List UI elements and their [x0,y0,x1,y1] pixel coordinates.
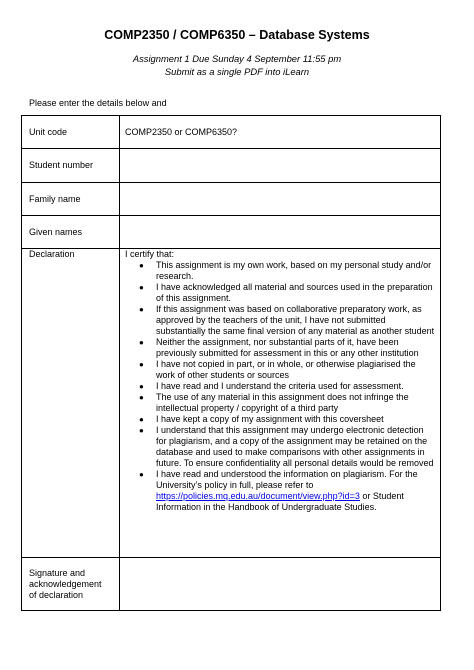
student-number-field[interactable] [120,149,441,183]
declaration-intro: I certify that: [125,249,175,259]
declaration-item-text: I have acknowledged all material and sources used in the preparation of this assignment. [156,282,433,303]
declaration-list [125,260,440,513]
declaration-item [125,359,436,381]
student-number-label: Student number [22,149,120,183]
signature-label-line: of declaration [29,589,84,600]
given-names-label: Given names [22,216,120,249]
declaration-label [22,249,120,558]
declaration-item [125,304,436,337]
declaration-item-text: If this assignment was based on collaborative preparatory work, as approved by the teachers of the unit, I have not submitted substantially the same final version of any material as another student [156,304,435,336]
declaration-item [125,414,436,425]
declaration-item-text: I have read and understood the information on plagiarism. For the University’s policy in full, please refer to [156,469,418,490]
declaration-item-text: I have kept a copy of my assignment with this coversheet [156,414,384,424]
declaration-item-text: I understand that this assignment may undergo electronic detection for plagiarism, and a copy of the assignment may be retained on the database and used to make comparisons with other assignments in future. To ensure confidentiality all personal details would be removed [156,425,434,468]
bullet-icon: ● [139,393,144,402]
submission-instructions: Submit as a single PDF into iLearn [164,66,310,77]
declaration-row [22,249,441,558]
declaration-item-text: This assignment is my own work, based on my personal study and/or research. [156,260,432,281]
signature-label-line: Signature and [29,567,86,578]
bullet-icon: ● [139,426,144,435]
family-name-row [22,183,441,216]
plagiarism-policy-link[interactable]: https://policies.mq.edu.au/document/view.php?id=3 [156,491,360,501]
declaration-item-text: I have read and I understand the criteria used for assessment. [156,381,404,391]
bullet-icon: ● [139,338,144,347]
assignment-due-line: Assignment 1 Due Sunday 4 September 11:55 pm [132,53,342,64]
unit-code-label: Unit code [22,116,120,149]
signature-field[interactable] [120,558,441,611]
bullet-icon: ● [139,415,144,424]
family-name-label: Family name [22,183,120,216]
bullet-icon: ● [139,261,144,270]
declaration-item-text: or Student Information in the Handbook of Undergraduate Studies. [156,491,404,512]
document-title: COMP2350 / COMP6350 – Database Systems [104,28,370,42]
intro-text: Please enter the details below and [29,98,167,108]
student-number-row [22,149,441,183]
declaration-item-text: Neither the assignment, nor substantial parts of it, have been previously submitted for assessment in this or any other institution [156,337,419,358]
declaration-item [125,469,436,513]
unit-code-row [22,116,441,149]
declaration-item [125,425,436,469]
declaration-body [120,249,441,558]
family-name-field[interactable] [120,183,441,216]
signature-row [22,558,441,611]
bullet-icon: ● [139,283,144,292]
signature-label [22,558,120,611]
bullet-icon: ● [139,382,144,391]
bullet-icon: ● [139,470,144,479]
declaration-item [125,392,436,414]
coversheet-table [21,115,441,611]
declaration-item [125,282,436,304]
declaration-item-text: I have not copied in part, or in whole, or otherwise plagiarised the work of other students or sources [156,359,416,380]
given-names-row [22,216,441,249]
declaration-item [125,260,436,282]
unit-code-field[interactable]: COMP2350 or COMP6350? [120,116,441,149]
signature-label-line: acknowledgement [29,578,102,589]
declaration-item [125,337,436,359]
declaration-label-text: Declaration [29,249,75,259]
bullet-icon: ● [139,305,144,314]
declaration-item-text: The use of any material in this assignment does not infringe the intellectual property / copyright of a third party [156,392,409,413]
given-names-field[interactable] [120,216,441,249]
bullet-icon: ● [139,360,144,369]
declaration-item [125,381,436,392]
